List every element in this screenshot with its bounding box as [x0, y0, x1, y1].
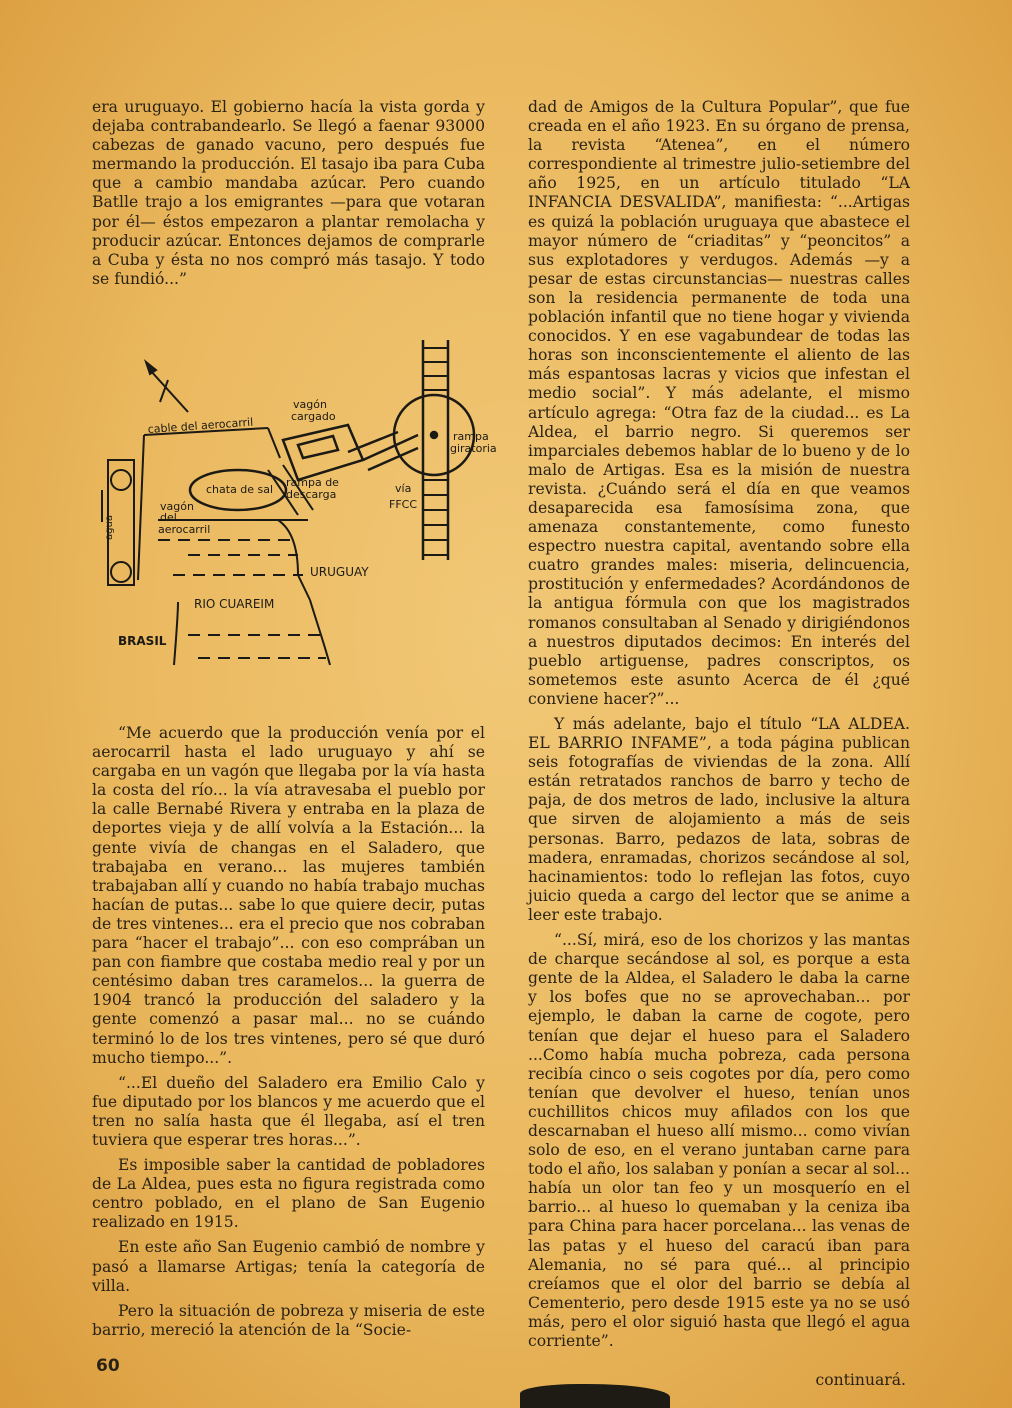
paragraph: En este año San Eugenio cambió de nombre y pasó a llamarse Artigas; tenía la categoría de villa. — [92, 1238, 485, 1295]
paragraph: Es imposible saber la cantidad de pobladores de La Aldea, pues esta no figura registrada como centro poblado, en el plano de San Eugenio realizado en 1915. — [92, 1156, 485, 1232]
paragraph: “...Sí, mirá, eso de los chorizos y las mantas de charque secándose al sol, es porque a esta gente de la Aldea, el Saladero le daba la carne y los bofes que no se aprovechaban... por ejemplo, le daban la carne de cogote, pero tenían que dejar el hueso para el Saladero ...Como había mucha pobreza, cada persona recibía cinco o seis cogotes por día, pero como tenían que devolver el hueso, tenían unos cuchillitos chicos muy afilados con los que descarnaban el hueso allí mismo... como vivían solo de eso, en el verano juntaban carne para todo el año, los salaban y ponían a secar al sol... había un olor tan feo y un mosquerío en el barrio... al hueso lo quemaban y la ceniza iba para China para hacer porcelana... las venas de las patas y el hueso del caracú iban para Alemania, no sé para qué... al principio creíamos que el olor del barrio se debía al Cementerio, pero desde 1915 este ya no se usó más, pero el olor siguió hasta que llegó el agua corriente”. — [528, 931, 910, 1350]
map-label-rio: RIO CUAREIM — [194, 597, 275, 611]
right-column — [528, 98, 910, 1390]
map-label-vagon-cargado-2: cargado — [291, 410, 336, 423]
map-label-cable: cable del aerocarril — [147, 415, 254, 436]
map-label-vagon-cargado: vagón — [293, 398, 327, 411]
map-label-vagon-del: del — [160, 511, 177, 524]
map-label-via: vía — [395, 482, 412, 495]
map-label-rampa: rampa — [453, 430, 489, 443]
paragraph: “...El dueño del Saladero era Emilio Calo y fue diputado por los blancos y me acuerdo que el tren no salía hasta que él llegaba, así el tren tuviera que esperar tres horas...”. — [92, 1073, 485, 1149]
map-label-giratoria: giratoria — [450, 442, 497, 455]
page-damage-mark — [520, 1384, 670, 1408]
paragraph: “Me acuerdo que la producción venía por el aerocarril hasta el lado uruguayo y ahí se cargaba en un vagón que llegaba por la vía hasta la costa del río... la vía atravesaba el pueblo por la calle Bernabé Rivera y entraba en la plaza de deportes vieja y de allí volvía a la Estación... la gente vivía de changas en el Saladero, que trabajaba en verano... las mujeres también trabajaban allí y cuando no había trabajo muchas hacían de putas... sabe lo que quiere decir, putas de tres vintenes... era el precio que nos cobraban para “hacer el trabajo”... con eso comprában un pan con fiambre que costaba medio real y por un centésimo daban tres caramelos... la guerra de 1904 trancó la producción del saladero y la gente comenzó a pasar mal... no se cuándo terminó lo de los tres vintenes, pero sé que duró mucho tiempo...”. — [92, 724, 485, 1067]
map-label-descarga: descarga — [286, 488, 337, 501]
page-number: 60 — [96, 1356, 120, 1376]
north-arrow-icon — [146, 362, 188, 412]
map-label-agua: agua — [104, 515, 115, 540]
map-label-brasil: BRASIL — [118, 634, 167, 648]
left-column-top — [92, 98, 485, 295]
continued-note: continuará. — [815, 1371, 906, 1390]
map-label-ffcc: FFCC — [389, 498, 418, 511]
map-label-uruguay: URUGUAY — [310, 565, 369, 579]
left-column-bottom — [92, 724, 485, 1346]
map-label-chata: chata de sal — [206, 483, 274, 496]
map-label-aerocarril: aerocarril — [158, 523, 211, 536]
paragraph: Pero la situación de pobreza y miseria de este barrio, mereció la atención de la “Socie- — [92, 1301, 485, 1339]
map-label-vagon-aero: vagón — [160, 500, 194, 513]
paragraph: dad de Amigos de la Cultura Popular”, que fue creada en el año 1923. En su órgano de prensa, la revista “Atenea”, en el número correspondiente al trimestre julio-setiembre del año 1925, en un artículo titulado “LA INFANCIA DESVALIDA”, manifiesta: “...Artigas es quizá la población uruguaya que abastece el mayor número de “criaditas” y “peoncitos” a sus explotadores y verdugos. Además —y a pesar de estas circunstancias— nuestras calles son la residencia permanente de toda una población infantil que no tiene hogar y vivienda conocidos. Y en ese vagabundear de todas las horas son inconscientemente el aliento de las más espantosas lacras y vicios que infestan el medio social”. Y más adelante, el mismo artículo agrega: “Otra faz de la ciudad... es La Aldea, el barrio negro. Si queremos ser imparciales debemos hablar de lo bueno y de lo malo de Artigas. Esa es la misión de nuestra revista. ¿Cuándo será el día en que veamos desaparecida esa famosísima zona, que amenaza constantemente, como funesto espectro nuestra capital, aventando sobre ella cuatro grandes males: miseria, delincuencia, prostitución y enfermedades? Acordándonos de la antigua fórmula con que los magistrados romanos consultaban al Senado y dirigiéndonos a nuestros diputados decimos: En interés del pueblo artiguense, padres conscriptos, os sometemos este asunto Acerca de él ¿qué conviene hacer?”... — [528, 98, 910, 708]
paragraph: era uruguayo. El gobierno hacía la vista gorda y dejaba contrabandearlo. Se llegó a faenar 93000 cabezas de ganado vacuno, pero después fue mermando la producción. El tasajo iba para Cuba que a cambio mandaba azúcar. Pero cuando Batlle trajo a los emigrantes —para que votaran por él— éstos empezaron a plantar remolacha y producir azúcar. Entonces dejamos de comprarle a Cuba y ésta no nos compró más tasajo. Y todo se fundió...” — [92, 98, 485, 288]
paragraph: Y más adelante, bajo el título “LA ALDEA. EL BARRIO INFAME”, a toda página publican seis fotografías de viviendas de la zona. Allí están retratados ranchos de barro y techo de paja, de dos metros de lado, inclusive la altura que sirven de alojamiento a más de seis personas. Barro, pedazos de lata, sobras de madera, enramadas, chorizos secándose al sol, hacinamientos: todo lo reflejan las fotos, cuyo juicio queda a cargo del lector que se anime a leer este trabajo. — [528, 715, 910, 924]
map-label-rampa-descarga: rampa de — [286, 476, 339, 489]
aerocarril-map — [98, 340, 503, 685]
